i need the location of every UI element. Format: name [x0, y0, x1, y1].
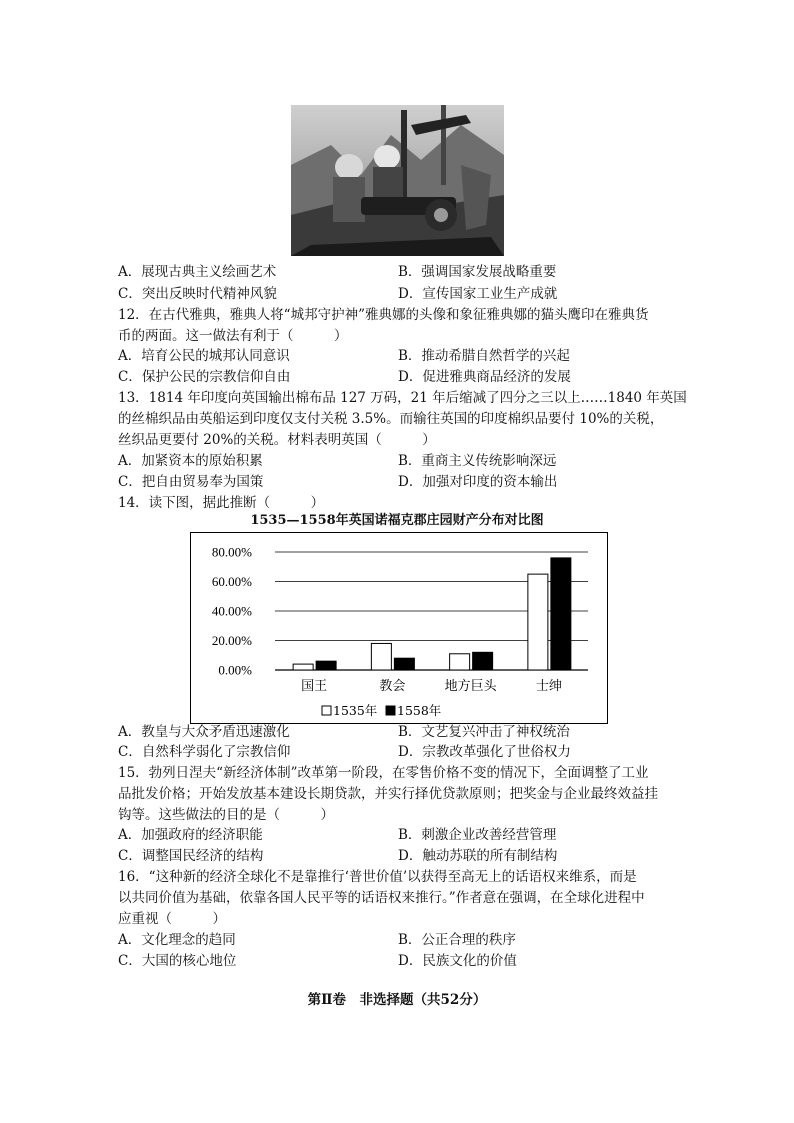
x-tick-label: 士绅 [535, 679, 562, 694]
bar-1535年 [450, 654, 470, 670]
q15-option-b: B．刺激企业改善经营管理 [398, 827, 557, 843]
q16-option-a: A．文化理念的趋同 [118, 932, 236, 948]
q12-option-b: B．推动希腊自然哲学的兴起 [398, 348, 570, 364]
section-title: 第Ⅱ卷 非选择题（共52分） [307, 992, 487, 1008]
q13-stem-line-1: 13．1814 年印度向英国输出棉布品 127 万码，21 年后缩减了四分之三以上……1840 年英国 [118, 390, 687, 406]
bar-1558年 [551, 558, 571, 670]
q16-stem-line-1: 16．“这种新的经济全球化不是靠推行‘普世价值’以获得至高无上的话语权来维系，而是 [118, 869, 637, 885]
q11-option-a: A．展现古典主义绘画艺术 [118, 264, 277, 280]
q15-option-c: C．调整国民经济的结构 [118, 848, 264, 864]
x-tick-label: 教会 [379, 679, 406, 694]
legend-swatch [322, 706, 331, 715]
y-tick-label: 60.00% [211, 574, 252, 589]
bar-1558年 [316, 661, 336, 670]
q13-option-d: D．加强对印度的资本输出 [398, 474, 558, 490]
q16-stem-line-2: 以共同价值为基础，依靠各国人民平等的话语权来推行。”作者意在强调，在全球化进程中 [118, 890, 645, 906]
bar-1558年 [394, 658, 414, 670]
legend-label: 1535年 [333, 703, 378, 718]
q14-option-d: D．宗教改革强化了世俗权力 [398, 744, 571, 760]
y-tick-label: 80.00% [211, 544, 252, 560]
q13-stem-line-3: 丝织品更要付 20%的关税。材料表明英国（ ） [118, 432, 436, 448]
q11-option-d: D．宣传国家工业生产成就 [398, 286, 558, 302]
q12-option-c: C．保护公民的宗教信仰自由 [118, 369, 291, 385]
y-tick-label: 40.00% [211, 603, 252, 619]
estate-distribution-chart [190, 532, 608, 724]
bar-1558年 [473, 652, 493, 670]
q15-option-d: D．触动苏联的所有制结构 [398, 848, 558, 864]
q14-option-c: C．自然科学弱化了宗教信仰 [118, 744, 291, 760]
q15-option-a: A．加强政府的经济职能 [118, 827, 263, 843]
q11-poster-image [291, 105, 504, 256]
y-tick-label: 0.00% [218, 662, 252, 678]
legend-label: 1558年 [397, 703, 442, 718]
q14-option-a: A．教皇与大众矛盾迅速激化 [118, 724, 290, 740]
q15-stem-line-2: 品批发价格；开始发放基本建设长期贷款，并实行择优贷款原则；把奖金与企业最终效益挂 [118, 786, 658, 802]
q11-option-b: B．强调国家发展战略重要 [398, 264, 557, 280]
q12-stem-line-2: 币的两面。这一做法有利于（ ） [118, 328, 348, 344]
q12-option-d: D．促进雅典商品经济的发展 [398, 369, 571, 385]
q13-stem-line-2: 的丝棉织品由英船运到印度仅支付关税 3.5%。而输往英国的印度棉织品要付 10%的关税， [118, 411, 664, 427]
q12-stem-line-1: 12．在古代雅典，雅典人将“城邦守护神”雅典娜的头像和象征雅典娜的猫头鹰印在雅典货 [118, 307, 649, 323]
q15-stem-line-1: 15．勃列日涅夫“新经济体制”改革第一阶段，在零售价格不变的情况下，全面调整了工业 [118, 765, 649, 781]
q12-option-a: A．培育公民的城邦认同意识 [118, 348, 290, 364]
x-tick-label: 地方巨头 [444, 679, 497, 694]
q16-stem-line-3: 应重视（ ） [118, 911, 226, 927]
q14-option-b: B．文艺复兴冲击了神权统治 [398, 724, 570, 740]
x-tick-label: 国王 [301, 679, 328, 694]
q13-option-a: A．加紧资本的原始积累 [118, 453, 263, 469]
q16-option-c: C．大国的核心地位 [118, 953, 237, 969]
q13-option-b: B．重商主义传统影响深远 [398, 453, 557, 469]
chart-title: 1535—1558年英国诺福克郡庄园财产分布对比图 [250, 513, 544, 528]
q15-stem-line-3: 钩等。这些做法的目的是（ ） [118, 807, 334, 823]
bar-1535年 [293, 664, 313, 670]
q11-option-c: C．突出反映时代精神风貌 [118, 286, 277, 302]
q13-option-c: C．把自由贸易奉为国策 [118, 474, 264, 490]
q16-option-d: D．民族文化的价值 [398, 953, 517, 969]
q14-stem: 14．读下图，据此推断（ ） [118, 495, 325, 511]
bar-1535年 [528, 574, 548, 670]
legend-swatch [386, 706, 395, 715]
q16-option-b: B．公正合理的秩序 [398, 932, 516, 948]
y-tick-label: 20.00% [211, 633, 252, 648]
bar-1535年 [371, 643, 391, 670]
